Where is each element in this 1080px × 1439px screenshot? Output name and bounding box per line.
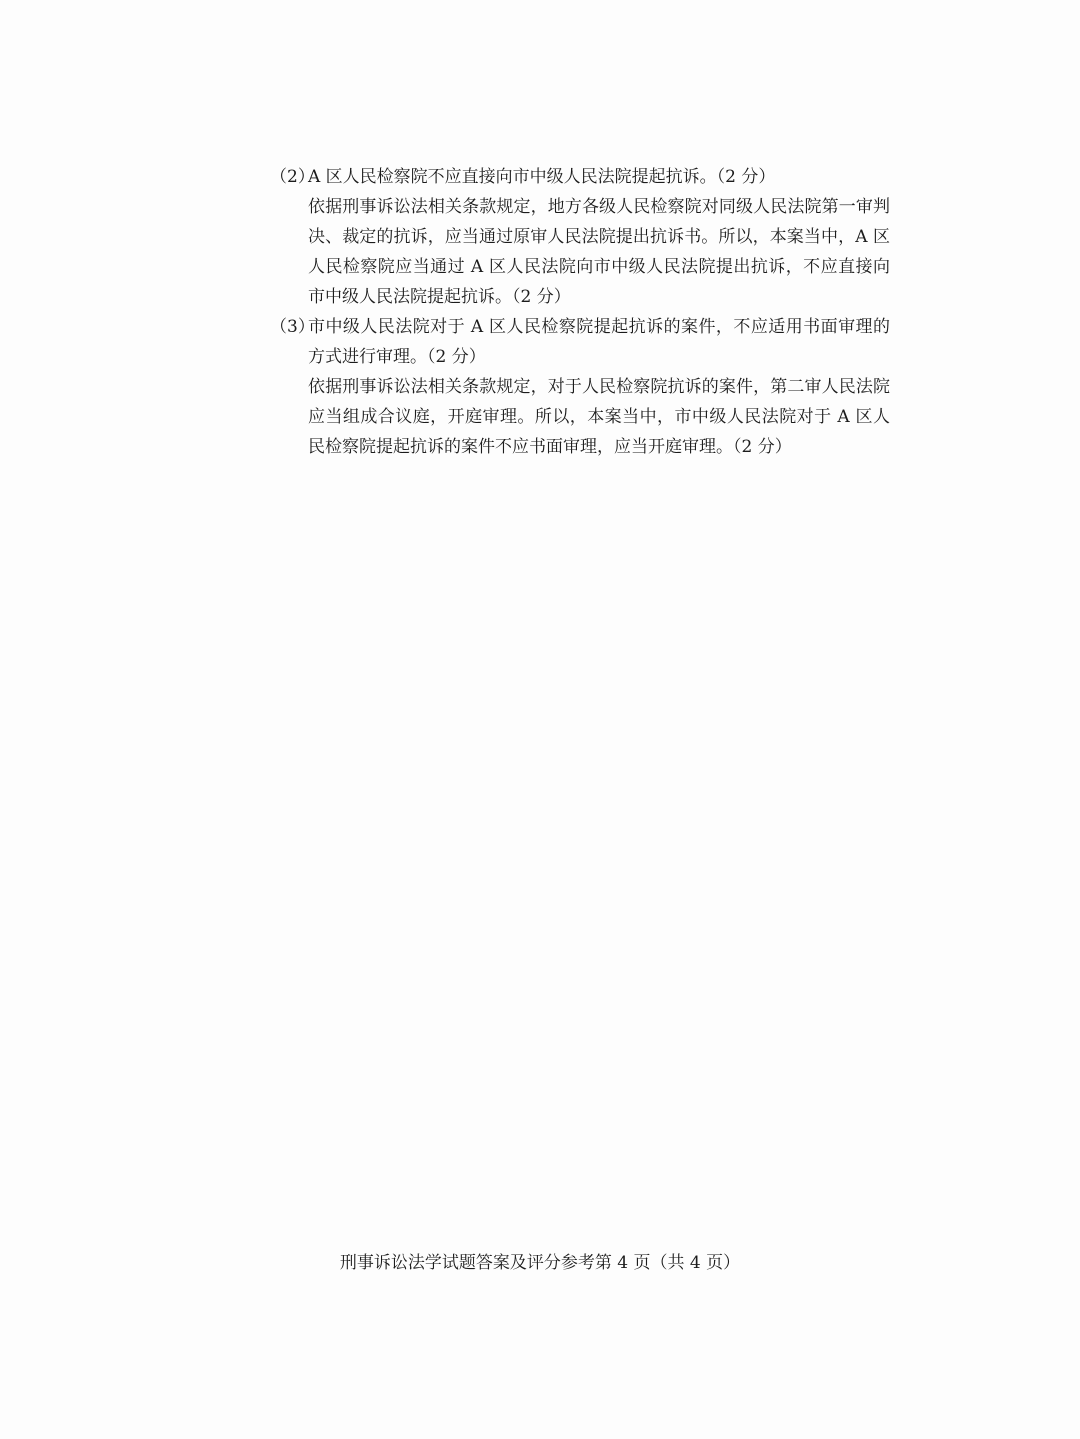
page-footer: 刑事诉讼法学试题答案及评分参考第 4 页（共 4 页） bbox=[339, 1253, 741, 1273]
item-number: （3） bbox=[270, 317, 315, 337]
answer-item-head bbox=[270, 312, 890, 372]
answer-item-head bbox=[270, 162, 890, 192]
answer-item-2 bbox=[270, 162, 890, 312]
item-statement: 市中级人民法院对于 A 区人民检察院提起抗诉的案件，不应适用书面审理的方式进行审理。（2 分） bbox=[308, 317, 890, 367]
answer-content bbox=[270, 162, 890, 462]
item-number: （2） bbox=[270, 167, 315, 187]
item-statement: A 区人民检察院不应直接向市中级人民法院提起抗诉。（2 分） bbox=[308, 167, 776, 187]
item-explanation: 依据刑事诉讼法相关条款规定，对于人民检察院抗诉的案件，第二审人民法院应当组成合议庭，开庭审理。所以，本案当中，市中级人民法院对于 A 区人民检察院提起抗诉的案件不应书面审理，应当开庭审理。（2 分） bbox=[308, 377, 890, 457]
answer-item-3 bbox=[270, 312, 890, 462]
item-explanation: 依据刑事诉讼法相关条款规定，地方各级人民检察院对同级人民法院第一审判决、裁定的抗诉，应当通过原审人民法院提出抗诉书。所以，本案当中，A 区人民检察院应当通过 A 区人民法院向市中级人民法院提出抗诉，不应直接向市中级人民法院提起抗诉。（2 分） bbox=[308, 197, 890, 307]
